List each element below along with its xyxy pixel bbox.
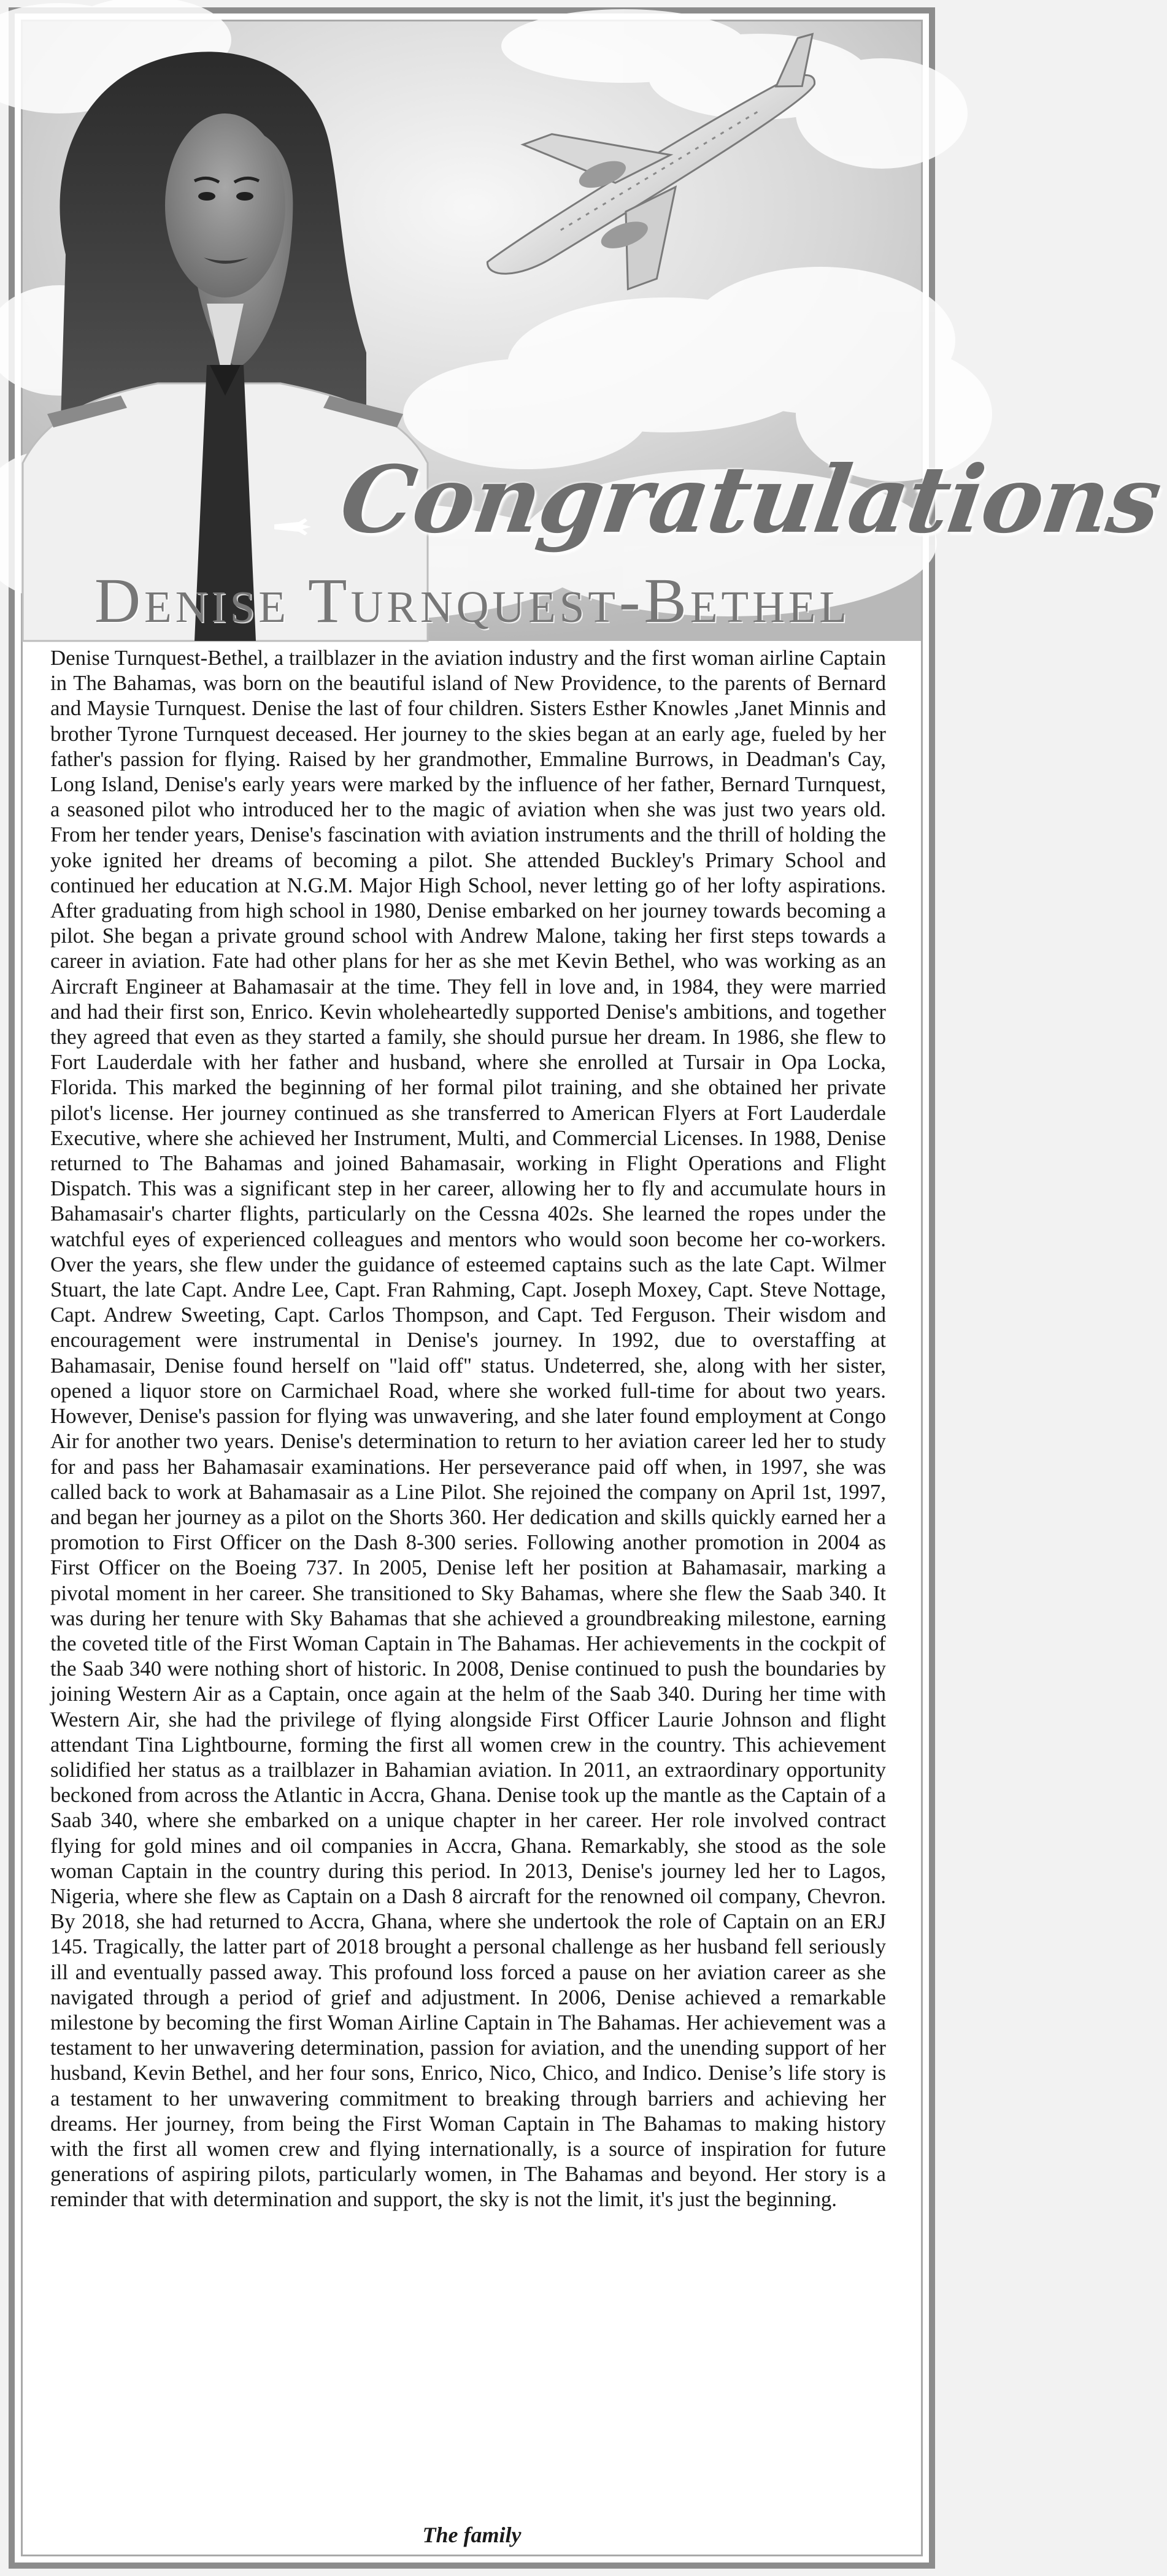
honoree-name: Denise Turnquest-Bethel [94, 565, 850, 636]
family-signature: The family [422, 2523, 522, 2547]
biography-text: Denise Turnquest-Bethel, a trailblazer in the aviation industry and the first woman airline Captain in The Bahamas, was born on the beautiful island of New Providence, to the parents of Bernard and Maysie Turnquest. Denise the last of four children. Sisters Esther Knowles ,Janet Minnis and brother Tyrone Turnquest deceased. Her journey to the skies began at an early age, fueled by her father's passion for flying. Raised by her grandmother, Emmaline Burrows, in Deadman's Cay, Long Island, Denise's early years were marked by the influence of her father, Bernard Turnquest, a seasoned pilot who introduced her to the magic of aviation when she was just two years old. From her tender years, Denise's fascination with aviation instruments and the thrill of holding the yoke ignited her dreams of becoming a pilot. She attended Buckley's Primary School and continued her education at N.G.M. Major High School, never letting go of her lofty aspirations. After graduating from high school in 1980, Denise embarked on her journey towards becoming a pilot. She began a private ground school with Andrew Malone, taking her first steps towards a career in aviation. Fate had other plans for her as she met Kevin Bethel, who was working as an Aircraft Engineer at Bahamasair at the time. They fell in love and, in 1984, they were married and had their first son, Enrico. Kevin wholeheartedly supported Denise's ambitions, and together they agreed that even as they started a family, she should pursue her dream. In 1986, she flew to Fort Lauderdale with her father and husband, where she enrolled at Tursair in Opa Locka, Florida. This marked the beginning of her formal pilot training, and she obtained her private pilot's license. Her journey continued as she transferred to American Flyers at Fort Lauderdale Executive, where she achieved her Instrument, Multi, and Commercial Licenses. In 1988, Denise returned to The Bahamas and joined Bahamasair, working in Flight Operations and Flight Dispatch. This was a significant step in her career, allowing her to fly and accumulate hours in Bahamasair's charter flights, particularly on the Cessna 402s. She learned the ropes under the watchful eyes of experienced colleagues and mentors who would soon become her co-workers. Over the years, she flew under the guidance of esteemed captains such as the late Capt. Wilmer Stuart, the late Capt. Andre Lee, Capt. Fran Rahming, Capt. Joseph Moxey, Capt. Steve Nottage, Capt. Andrew Sweeting, Capt. Carlos Thompson, and Capt. Ted Ferguson. Their wisdom and encouragement were instrumental in Denise's journey. In 1992, due to overstaffing at Bahamasair, Denise found herself on "laid off" status. Undeterred, she, along with her sister, opened a liquor store on Carmichael Road, where she worked full-time for about two years. However, Denise's passion for flying was unwavering, and she later found employment at Congo Air for another two years. Denise's determination to return to her aviation career led her to study for and pass her Bahamasair examinations. Her perseverance paid off when, in 1997, she was called back to work at Bahamasair as a Line Pilot. She rejoined the company on April 1st, 1997, and began her journey as a pilot on the Shorts 360. Her dedication and skills quickly earned her a promotion to First Officer on the Dash 8-300 series. Following another promotion in 2004 as First Officer on the Boeing 737. In 2005, Denise left her position at Bahamasair, marking a pivotal moment in her career. She transitioned to Sky Bahamas, where she flew the Saab 340. It was during her tenure with Sky Bahamas that she achieved a groundbreaking milestone, earning the coveted title of the First Woman Captain in The Bahamas. Her achievements in the cockpit of the Saab 340 were nothing short of historic. In 2008, Denise continued to push the boundaries by joining Western Air as a Captain, once again at the helm of the Saab 340. During her time with Western Air, she had the privilege of flying alongside First Officer Laurie Johnson and flight attendant Tina Lightbourne, forming the first all women crew in the country. This achievement solidified her status as a trailblazer in Bahamian aviation. In 2011, an extraordinary opportunity beckoned from across the Atlantic in Accra, Ghana. Denise took up the mantle as the Captain of a Saab 340, where she embarked on a unique chapter in her career. Her role involved contract flying for gold mines and oil companies in Accra, Ghana. Remarkably, she stood as the sole woman Captain in the country during this period. In 2013, Denise's journey led her to Lagos, Nigeria, where she flew as Captain on a Dash 8 aircraft for the renowned oil company, Chevron. By 2018, she had returned to Accra, Ghana, where she undertook the role of Captain on an ERJ 145. Tragically, the latter part of 2018 brought a personal challenge as her husband fell seriously ill and eventually passed away. This profound loss forced a pause on her aviation career as she navigated through a period of grief and adjustment. In 2006, Denise achieved a remarkable milestone by becoming the first Woman Airline Captain in The Bahamas. Her achievement was a testament to her unwavering determination, passion for aviation, and the unending support of her husband, Kevin Bethel, and her four sons, Enrico, Nico, Chico, and Indico. Denise’s life story is a testament to her unwavering commitment to breaking through barriers and achieving her dreams. Her journey, from being the First Woman Captain in The Bahamas to making history with the first all women crew and flying internationally, is a source of inspiration for future generations of aspiring pilots, particularly women, in The Bahamas and beyond. Her story is a reminder that with determination and support, the sky is not the limit, it's just the beginning. [50, 646, 886, 2212]
hero-banner [23, 21, 1167, 641]
congratulations-headline: Congratulations [334, 446, 1167, 554]
